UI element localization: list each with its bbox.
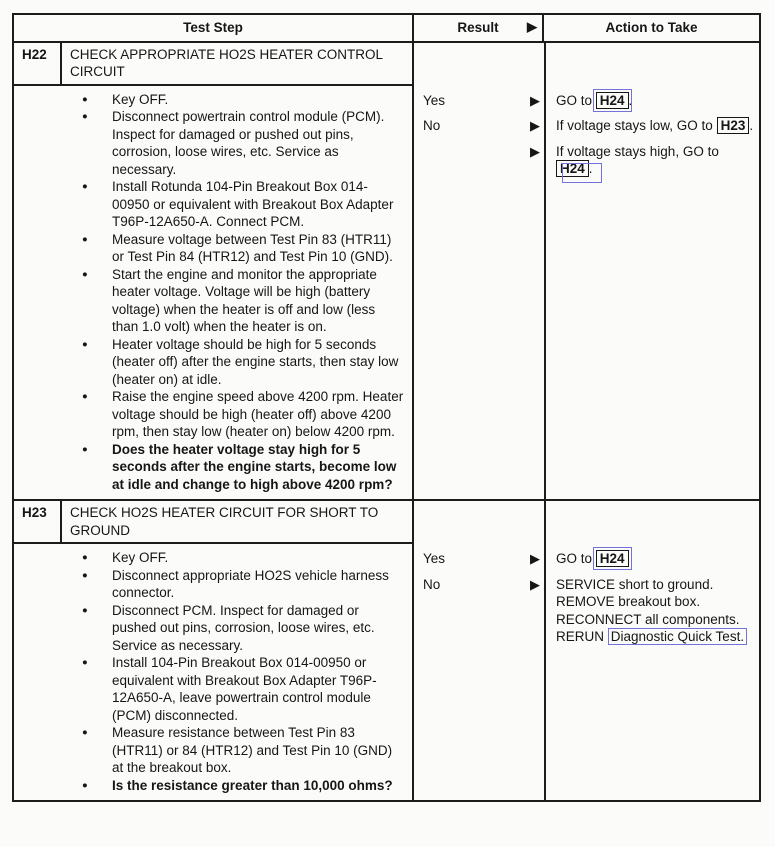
step-item: ● Is the resistance greater than 10,000 ohms? — [80, 777, 406, 795]
action-cell — [544, 91, 759, 117]
step-item: ● Measure voltage between Test Pin 83 (HTR11) or Test Pin 84 (HTR12) and Test Pin 10 (GND). — [80, 231, 406, 266]
action-text: If voltage stays high, GO to — [556, 143, 719, 159]
step-item: ● Start the engine and monitor the appropriate heater voltage. Voltage will be high (battery voltage) when the heater is off and low (less than 1.0 volt) when the heater is on. — [80, 266, 406, 336]
step-item: ● Key OFF. — [80, 549, 406, 567]
action-row — [414, 549, 759, 575]
tests-container — [14, 43, 759, 801]
action-text: SERVICE short to ground. — [556, 576, 714, 592]
result-area-spacer — [414, 43, 759, 91]
action-text: GO to — [556, 551, 596, 566]
result-label: No — [423, 118, 441, 133]
action-text: . — [628, 92, 633, 108]
test-title-row — [14, 43, 412, 86]
action-row — [414, 575, 759, 653]
step-item: ● Disconnect powertrain control module (PCM). Inspect for damaged or pushed out pins, corrosion, loose wires, etc. Service as necessary. — [80, 108, 406, 178]
test-row-h23 — [14, 499, 759, 800]
test-step-cell — [14, 43, 414, 500]
action-row — [414, 91, 759, 117]
step-list — [80, 549, 406, 794]
step-item: ● Does the heater voltage stay high for 5 seconds after the engine starts, become low at idle and change to high above 4200 rpm? — [80, 441, 406, 494]
test-row-h22 — [14, 43, 759, 500]
result-label: No — [423, 576, 441, 592]
result-area-spacer — [414, 501, 759, 549]
result-action-area — [414, 501, 759, 800]
step-item: ● Key OFF. — [80, 91, 406, 109]
action-text: RERUN — [556, 629, 608, 644]
step-item: ● Install Rotunda 104-Pin Breakout Box 014-00950 or equivalent with Breakout Box Adapter T96P-12A650-A. Connect PCM. — [80, 178, 406, 231]
linked-text[interactable]: Diagnostic Quick Test. — [608, 628, 747, 645]
step-reference-h24-link[interactable]: H24 — [556, 160, 589, 177]
action-row — [414, 116, 759, 142]
action-text: REMOVE breakout box. — [556, 594, 701, 609]
result-arrow-icon: ▶ — [530, 576, 540, 592]
action-line — [556, 593, 755, 611]
action-text: . — [588, 161, 593, 176]
action-text: If voltage stays low, GO to — [556, 118, 717, 133]
step-reference-h23: H23 — [717, 117, 750, 134]
step-item: ● Disconnect PCM. Inspect for damaged or pushed out pins, corrosion, loose wires, etc. Service as necessary. — [80, 602, 406, 655]
result-action-divider — [544, 43, 546, 500]
action-cell — [544, 142, 759, 185]
test-title-row — [14, 501, 412, 544]
result-arrow-icon: ▶ — [530, 143, 540, 159]
step-item: ● Heater voltage should be high for 5 seconds (heater off) after the engine starts, then stay low (heater on) at idle. — [80, 336, 406, 389]
action-cell — [544, 575, 759, 653]
result-action-area — [414, 43, 759, 500]
result-cell — [414, 116, 544, 135]
result-action-divider — [544, 501, 546, 800]
step-list — [80, 91, 406, 494]
action-text: . — [749, 118, 754, 133]
result-cell — [414, 91, 544, 110]
result-cell — [414, 549, 544, 568]
header-arrow-icon: ▶ — [527, 19, 537, 34]
table-header-row — [14, 15, 759, 43]
action-line — [556, 550, 755, 568]
action-row — [414, 142, 759, 185]
column-header-test-step: Test Step — [14, 15, 414, 41]
result-label: Yes — [423, 92, 446, 108]
result-cell — [414, 142, 544, 161]
action-area-filler — [414, 185, 759, 500]
step-item: ● Disconnect appropriate HO2S vehicle harness connector. — [80, 567, 406, 602]
test-step-cell — [14, 501, 414, 800]
action-line — [556, 628, 755, 646]
result-arrow-icon: ▶ — [530, 551, 540, 566]
action-line — [556, 92, 755, 110]
action-line — [556, 576, 755, 594]
result-cell — [414, 575, 544, 594]
action-text: GO to — [556, 92, 596, 108]
action-line — [556, 611, 755, 629]
column-header-result — [414, 15, 544, 41]
test-title: CHECK APPROPRIATE HO2S HEATER CONTROL CIRCUIT — [70, 46, 383, 79]
step-item: ● Measure resistance between Test Pin 83 (HTR11) or 84 (HTR12) and Test Pin 10 (GND) at the breakout box. — [80, 724, 406, 777]
step-item: ● Install 104-Pin Breakout Box 014-00950 or equivalent with Breakout Box Adapter T96P-12A650-A, leave powertrain control module (PCM) disconnected. — [80, 654, 406, 724]
test-title: CHECK HO2S HEATER CIRCUIT FOR SHORT TO GROUND — [70, 505, 379, 538]
action-text: RECONNECT all components. — [556, 611, 740, 627]
result-arrow-icon: ▶ — [530, 118, 540, 133]
test-id-label: H22 — [14, 43, 62, 84]
action-cell — [544, 549, 759, 575]
result-label: Yes — [423, 551, 446, 566]
test-id-label: H23 — [14, 501, 62, 542]
column-header-action: Action to Take — [605, 20, 698, 35]
step-item: ● Raise the engine speed above 4200 rpm. Heater voltage should be high (heater off) above 4200 rpm, then stay low (heater on) below 4200 rpm. — [80, 388, 406, 441]
step-reference-h24-link[interactable]: H24 — [596, 550, 629, 567]
step-reference-h24-link[interactable]: H24 — [596, 92, 629, 109]
result-label — [423, 143, 433, 161]
pinpoint-test-table — [12, 13, 761, 802]
result-arrow-icon: ▶ — [530, 92, 540, 108]
action-cell — [544, 116, 759, 142]
action-line — [556, 143, 755, 178]
action-line — [556, 117, 755, 135]
action-area-filler — [414, 653, 759, 801]
result-header-label: Result — [457, 20, 499, 35]
